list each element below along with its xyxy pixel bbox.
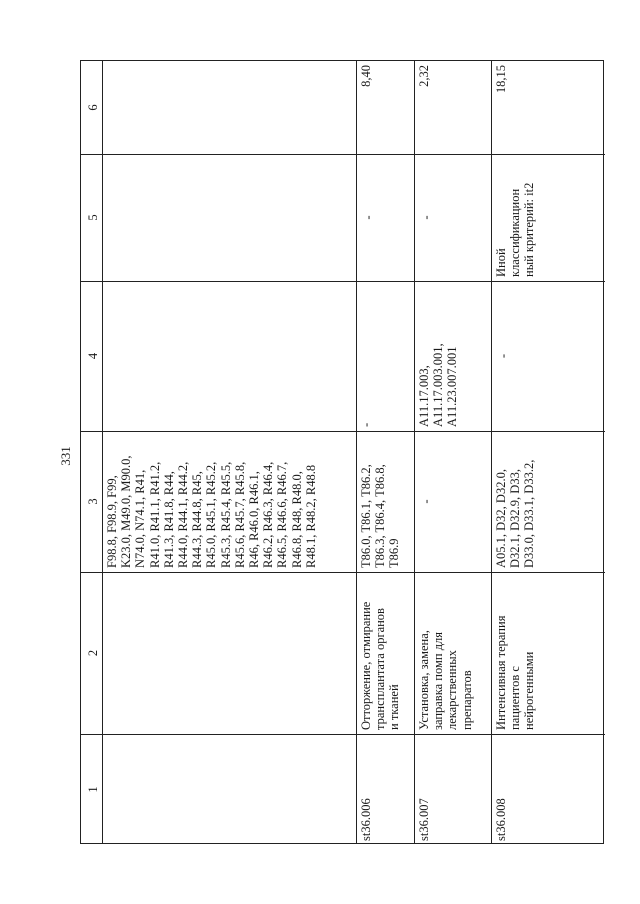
header-col-1: 1 (86, 786, 100, 793)
table-row-3-icd: - (419, 499, 433, 504)
table-row-2-code: st36.006 (359, 798, 373, 841)
table-row-2-coefficient: 8,40 (359, 65, 373, 87)
table-row-2-other: - (361, 215, 375, 220)
table-row-2-icd: T86.0, T86.1, T86.2, T86.3, T86.4, T86.8, T86.9 (359, 464, 402, 568)
table-row-3-services: A11.17.003, A11.17.003.001, A11.23.007.001 (417, 343, 460, 427)
table-row-3-coefficient: 2,32 (417, 65, 431, 87)
header-col-5: 5 (86, 214, 100, 221)
table-row-4-services: - (496, 353, 510, 359)
header-col-3: 3 (86, 498, 100, 505)
header-col-6: 6 (86, 104, 100, 111)
table-row-3-other: - (419, 215, 433, 220)
table-row-2-services: - (359, 422, 373, 427)
table-row-3-code: st36.007 (417, 798, 431, 841)
table-row-2-name: Отторжение, отмирание трансплантата органов и тканей (359, 601, 402, 730)
table-row-1-icd: F98.8, F98.9, F99, K23.0, M49.0, M90.0, N74.0, N74.1, R41, R41.0, R41.1, R41.2, R41.3, R41.8, R44, R44.0, R44.1, R44.2, R44.3, R44.8, R45, R45.0, R45.1, R45.2, R45.3, R45.4, R45.5, R45.6, R45.7, R45.8, R46, R46.0, R46.1, R46.2, R46.3, R46.4, R46.5, R46.6, R46.7, R46.8, R48, R48.0, R48.1, R48.2, R48.8 (105, 455, 318, 568)
table-row-4-name: Интенсивная терапия пациентов с нейрогенными (494, 615, 537, 730)
table-row-4-code: st36.008 (494, 798, 508, 841)
table-row-3-name: Установка, замена, заправка помп для лекарственных препаратов (417, 630, 474, 730)
header-col-4: 4 (86, 352, 100, 360)
header-col-2: 2 (86, 649, 100, 657)
tariff-table (80, 60, 604, 844)
page-number: 331 (58, 446, 73, 466)
table-row-4-icd: A05.1, D32, D32.0, D32.1, D32.9, D33, D33.0, D33.1, D33.2, (494, 459, 537, 568)
table-row-4-other: Иной классификацион ный критерий: it2 (494, 182, 537, 277)
table-row-4-coefficient: 18,15 (494, 65, 508, 94)
